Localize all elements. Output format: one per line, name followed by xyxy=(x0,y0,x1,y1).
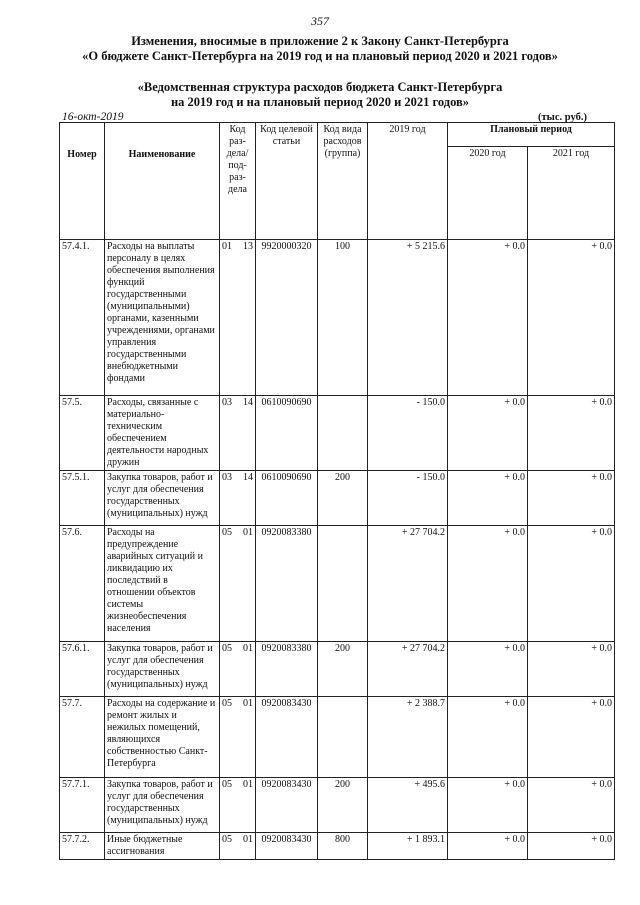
row-razdel-section: 05 xyxy=(222,779,232,790)
row-name: Расходы на выплаты персоналу в целях обеспечения выполнения функций государственными (муниципальными) органами, казенными учреждениями, органами управления государственными внебюджетными фондами xyxy=(105,240,220,396)
row-2020: + 0.0 xyxy=(448,396,528,471)
row-2020: + 0.0 xyxy=(448,471,528,526)
table-row xyxy=(60,526,615,642)
header-vid: Код вида расходов (группа) xyxy=(318,123,368,240)
row-razdel-subsection: 01 xyxy=(243,527,253,538)
table-row xyxy=(60,778,615,833)
row-2021: + 0.0 xyxy=(528,396,615,471)
row-target: 0920083430 xyxy=(256,697,318,778)
row-target: 0610090690 xyxy=(256,396,318,471)
row-razdel-subsection: 14 xyxy=(243,397,253,408)
table-row xyxy=(60,833,615,860)
row-vid xyxy=(318,526,368,642)
row-razdel-subsection: 01 xyxy=(243,643,253,654)
row-razdel-subsection: 01 xyxy=(243,698,253,709)
row-name: Закупка товаров, работ и услуг для обеспечения государственных (муниципальных) нужд xyxy=(105,471,220,526)
row-2019: + 1 893.1 xyxy=(368,833,448,860)
row-razdel-section: 05 xyxy=(222,527,232,538)
row-2021: + 0.0 xyxy=(528,526,615,642)
row-2021: + 0.0 xyxy=(528,471,615,526)
row-2021: + 0.0 xyxy=(528,697,615,778)
document-date: 16-окт-2019 xyxy=(62,111,124,123)
row-2020: + 0.0 xyxy=(448,833,528,860)
header-2020: 2020 год xyxy=(448,147,528,240)
row-razdel-subsection: 01 xyxy=(243,834,253,845)
row-target: 0920083380 xyxy=(256,642,318,697)
row-2021: + 0.0 xyxy=(528,642,615,697)
row-razdel-section: 05 xyxy=(222,834,232,845)
row-vid xyxy=(318,396,368,471)
row-razdel-section: 03 xyxy=(222,472,232,483)
row-name: Расходы на предупреждение аварийных ситуаций и ликвидацию их последствий в отношении объектов системы жизнеобеспечения населения xyxy=(105,526,220,642)
row-2021: + 0.0 xyxy=(528,240,615,396)
table-row xyxy=(60,642,615,697)
row-name: Расходы, связанные с материально-техническим обеспечением деятельности народных дружин xyxy=(105,396,220,471)
title-line-2: «О бюджете Санкт-Петербурга на 2019 год и на плановый период 2020 и 2021 годов» xyxy=(82,49,558,63)
row-vid: 800 xyxy=(318,833,368,860)
row-razdel-section: 05 xyxy=(222,698,232,709)
row-razdel-subsection: 13 xyxy=(243,241,253,252)
row-target: 0610090690 xyxy=(256,471,318,526)
row-number: 57.7. xyxy=(60,697,105,778)
budget-table xyxy=(59,122,615,860)
header-2021: 2021 год xyxy=(528,147,615,240)
table-body xyxy=(60,240,615,860)
header-planned-period: Плановый период xyxy=(448,123,615,147)
row-2019: + 5 215.6 xyxy=(368,240,448,396)
row-2019: + 27 704.2 xyxy=(368,642,448,697)
row-vid: 200 xyxy=(318,642,368,697)
row-2020: + 0.0 xyxy=(448,526,528,642)
row-2021: + 0.0 xyxy=(528,833,615,860)
document-subtitle xyxy=(20,80,620,110)
row-target: 0920083430 xyxy=(256,833,318,860)
row-vid xyxy=(318,697,368,778)
row-razdel-section: 05 xyxy=(222,643,232,654)
row-razdel xyxy=(220,526,256,642)
row-name: Закупка товаров, работ и услуг для обеспечения государственных (муниципальных) нужд xyxy=(105,642,220,697)
table-row xyxy=(60,240,615,396)
row-razdel-section: 01 xyxy=(222,241,232,252)
row-2020: + 0.0 xyxy=(448,240,528,396)
row-razdel xyxy=(220,471,256,526)
row-number: 57.6.1. xyxy=(60,642,105,697)
header-name: Наименование xyxy=(105,123,220,240)
row-vid: 100 xyxy=(318,240,368,396)
row-number: 57.5.1. xyxy=(60,471,105,526)
row-razdel-subsection: 01 xyxy=(243,779,253,790)
row-razdel xyxy=(220,396,256,471)
row-name: Расходы на содержание и ремонт жилых и нежилых помещений, являющихся собственностью Санкт-Петербурга xyxy=(105,697,220,778)
row-razdel xyxy=(220,833,256,860)
row-vid: 200 xyxy=(318,778,368,833)
document-title xyxy=(20,34,620,64)
row-name: Иные бюджетные ассигнования xyxy=(105,833,220,860)
title-line-1: Изменения, вносимые в приложение 2 к Закону Санкт-Петербурга xyxy=(131,34,509,48)
header-target: Код целевой статьи xyxy=(256,123,318,240)
row-razdel xyxy=(220,697,256,778)
table-row xyxy=(60,697,615,778)
row-razdel xyxy=(220,778,256,833)
row-2021: + 0.0 xyxy=(528,778,615,833)
table-row xyxy=(60,396,615,471)
row-razdel xyxy=(220,642,256,697)
table-row xyxy=(60,471,615,526)
row-number: 57.5. xyxy=(60,396,105,471)
row-number: 57.6. xyxy=(60,526,105,642)
row-2020: + 0.0 xyxy=(448,642,528,697)
row-razdel-subsection: 14 xyxy=(243,472,253,483)
row-target: 0920083380 xyxy=(256,526,318,642)
subtitle-line-1: «Ведомственная структура расходов бюджета Санкт-Петербурга xyxy=(137,80,503,94)
row-2019: - 150.0 xyxy=(368,471,448,526)
row-vid: 200 xyxy=(318,471,368,526)
header-razdel: Код раз-дела/ под-раз-дела xyxy=(220,123,256,240)
row-number: 57.4.1. xyxy=(60,240,105,396)
row-2019: + 495.6 xyxy=(368,778,448,833)
row-target: 0920083430 xyxy=(256,778,318,833)
row-name: Закупка товаров, работ и услуг для обеспечения государственных (муниципальных) нужд xyxy=(105,778,220,833)
row-2020: + 0.0 xyxy=(448,697,528,778)
row-target: 9920000320 xyxy=(256,240,318,396)
row-2019: + 2 388.7 xyxy=(368,697,448,778)
row-razdel xyxy=(220,240,256,396)
header-number: Номер xyxy=(60,123,105,240)
row-2019: - 150.0 xyxy=(368,396,448,471)
header-2019: 2019 год xyxy=(368,123,448,240)
row-number: 57.7.1. xyxy=(60,778,105,833)
row-number: 57.7.2. xyxy=(60,833,105,860)
page-number: 357 xyxy=(311,14,329,28)
subtitle-line-2: на 2019 год и на плановый период 2020 и 2021 годов» xyxy=(170,95,470,109)
units-label: (тыс. руб.) xyxy=(538,112,587,123)
row-razdel-section: 03 xyxy=(222,397,232,408)
row-2019: + 27 704.2 xyxy=(368,526,448,642)
row-2020: + 0.0 xyxy=(448,778,528,833)
